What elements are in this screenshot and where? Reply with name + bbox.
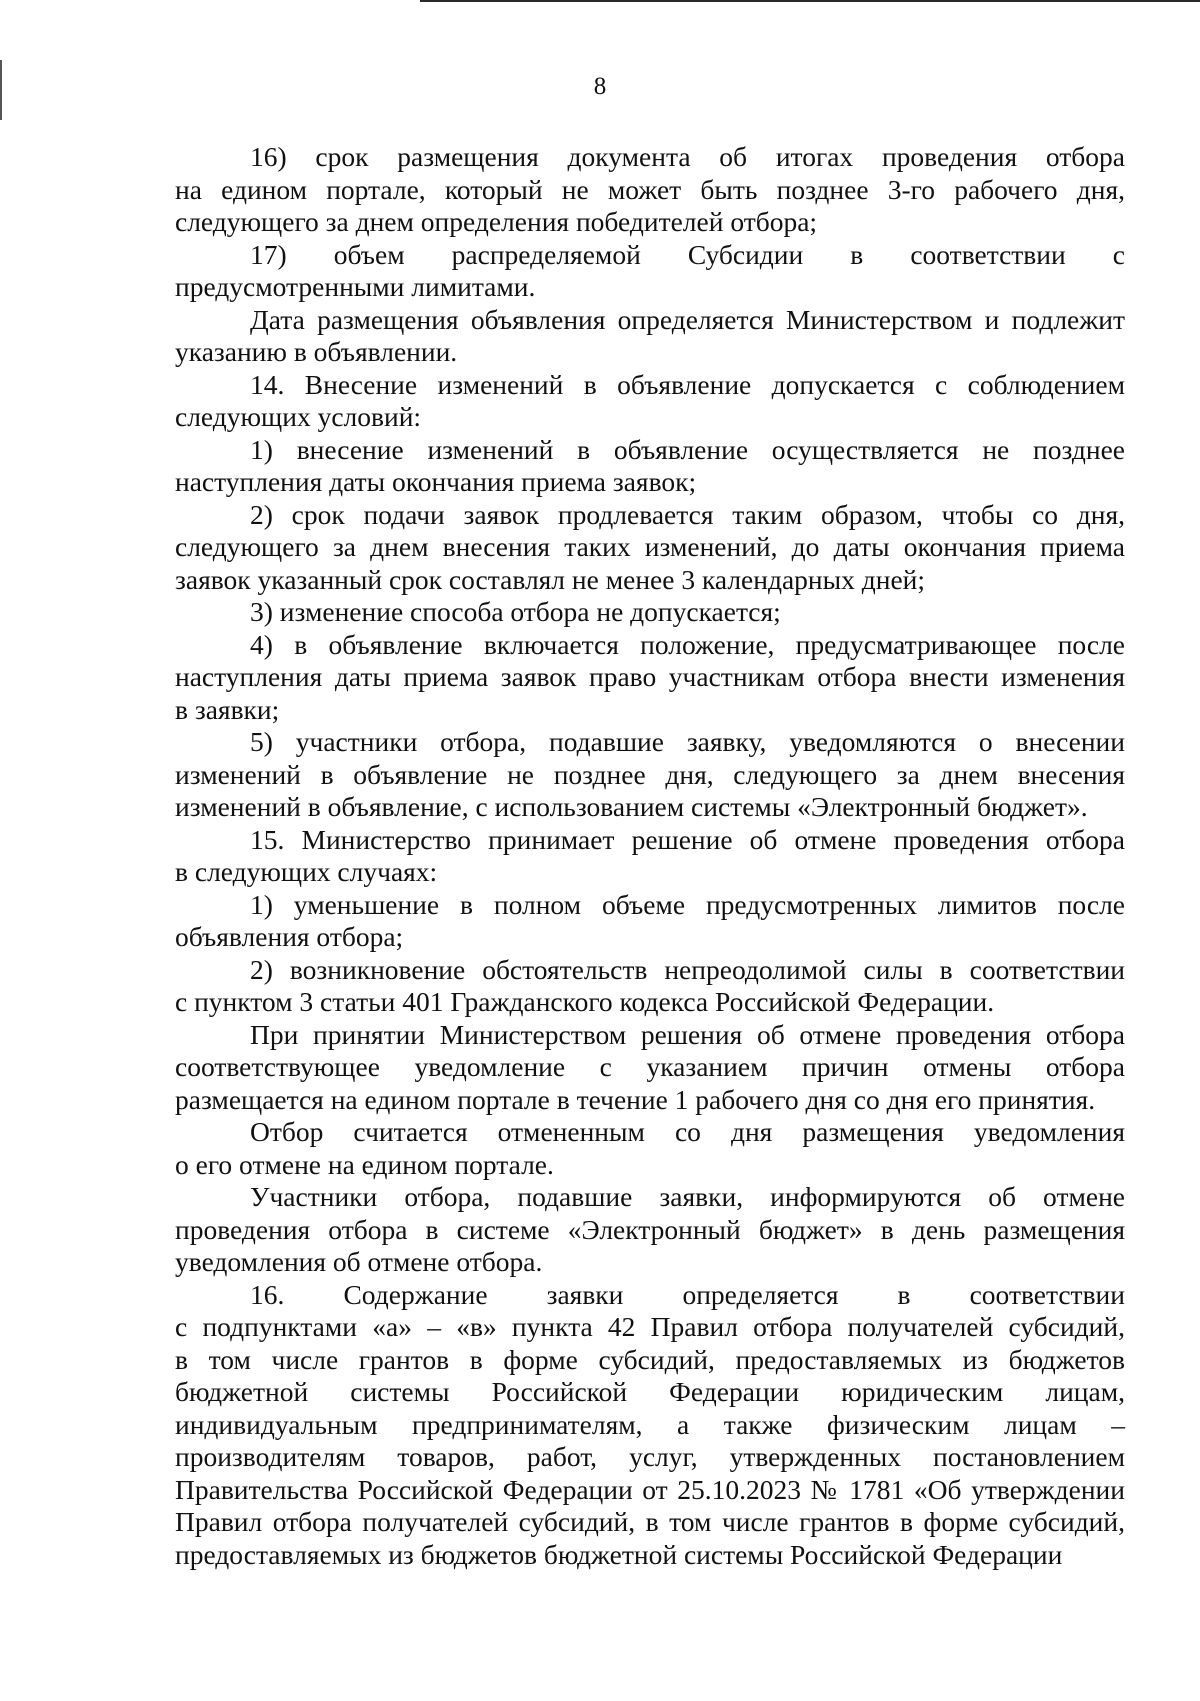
text-line: 1) внесение изменений в объявление осуществляется не позднее [250,433,1125,465]
text-line: изменений в объявление не позднее дня, следующего за днем внесения [175,758,1125,790]
text-line: производителям товаров, работ, услуг, утвержденных постановлением [175,1441,1125,1472]
text-line: 2) возникновение обстоятельств непреодолимой силы в соответствии [250,953,1125,985]
paragraph [175,889,1125,954]
paragraph [175,1279,1125,1572]
paragraph [175,141,1125,239]
text-line: заявок указанный срок составлял не менее 3 календарных дней; [175,563,926,595]
text-line: 16) срок размещения документа об итогах проведения отбора [250,141,1125,172]
text-line: следующих условий: [175,401,422,432]
paragraph [175,629,1125,727]
text-line: Отбор считается отмененным со дня размещения уведомления [250,1116,1125,1147]
text-line: с пунктом 3 статьи 401 Гражданского кодекса Российской Федерации. [175,986,995,1017]
text-line: размещается на едином портале в течение 1 рабочего дня со дня его принятия. [175,1083,1096,1115]
text-line: индивидуальным предпринимателям, а также физическим лицам – [175,1408,1125,1440]
text-line: Участники отбора, подавшие заявки, информируются об отмене [250,1181,1125,1212]
text-line: изменений в объявление, с использованием системы «Электронный бюджет». [175,791,1088,822]
text-line: в следующих случаях: [175,856,438,887]
text-line: Правительства Российской Федерации от 25.10.2023 № 1781 «Об утверждении [175,1473,1125,1505]
paragraph [175,1181,1125,1279]
paragraph [175,1019,1125,1117]
text-line: предоставляемых из бюджетов бюджетной системы Российской Федерации [175,1538,1063,1570]
text-line: 1) уменьшение в полном объеме предусмотренных лимитов после [250,888,1125,920]
paragraph [175,954,1125,1019]
text-line: на едином портале, который не может быть позднее 3-го рабочего дня, [175,173,1125,205]
paragraph [175,239,1125,304]
paragraph [175,1116,1125,1181]
page-number: 8 [593,73,607,100]
text-line: 14. Внесение изменений в объявление допускается с соблюдением [250,368,1125,400]
text-line: 16. Содержание заявки определяется в соответствии [250,1278,1125,1310]
text-line: бюджетной системы Российской Федерации юридическим лицам, [175,1376,1125,1407]
paragraph [175,824,1125,889]
paragraph [175,596,1125,629]
paragraph [175,726,1125,824]
text-line: указанию в объявлении. [175,336,458,367]
text-line: 4) в объявление включается положение, предусматривающее после [250,628,1125,660]
paragraph [175,304,1125,369]
text-line: о его отмене на едином портале. [175,1148,554,1180]
scan-edge-line [420,0,1200,2]
text-line: следующего за днем внесения таких изменений, до даты окончания приема [175,531,1125,562]
text-line: 3) изменение способа отбора не допускается; [250,596,781,627]
text-line: Дата размещения объявления определяется Министерством и подлежит [250,303,1125,335]
text-line: в том числе грантов в форме субсидий, предоставляемых из бюджетов [175,1343,1125,1375]
text-line: соответствующее уведомление с указанием причин отмены отбора [175,1051,1125,1082]
document-body [175,141,1125,1571]
text-line: 17) объем распределяемой Субсидии в соответствии с [250,238,1125,270]
text-line: объявления отбора; [175,921,404,952]
text-line: следующего за днем определения победителей отбора; [175,206,818,237]
text-line: наступления даты приема заявок право участникам отбора внести изменения [175,661,1125,692]
text-line: с подпунктами «а» – «в» пункта 42 Правил отбора получателей субсидий, [175,1311,1125,1342]
paragraph [175,369,1125,434]
text-line: Правил отбора получателей субсидий, в том числе грантов в форме субсидий, [175,1506,1125,1537]
text-line: 5) участники отбора, подавшие заявку, уведомляются о внесении [250,726,1125,757]
paragraph [175,499,1125,597]
text-line: предусмотренными лимитами. [175,271,536,302]
text-line: проведения отбора в системе «Электронный бюджет» в день размещения [175,1213,1125,1245]
text-line: наступления даты окончания приема заявок; [175,466,697,497]
text-line: в заявки; [175,693,280,725]
paragraph [175,434,1125,499]
text-line: При принятии Министерством решения об отмене проведения отбора [250,1018,1125,1050]
text-line: 2) срок подачи заявок продлевается таким образом, чтобы со дня, [250,498,1125,530]
text-line: 15. Министерство принимает решение об отмене проведения отбора [250,823,1125,855]
text-line: уведомления об отмене отбора. [175,1246,543,1277]
